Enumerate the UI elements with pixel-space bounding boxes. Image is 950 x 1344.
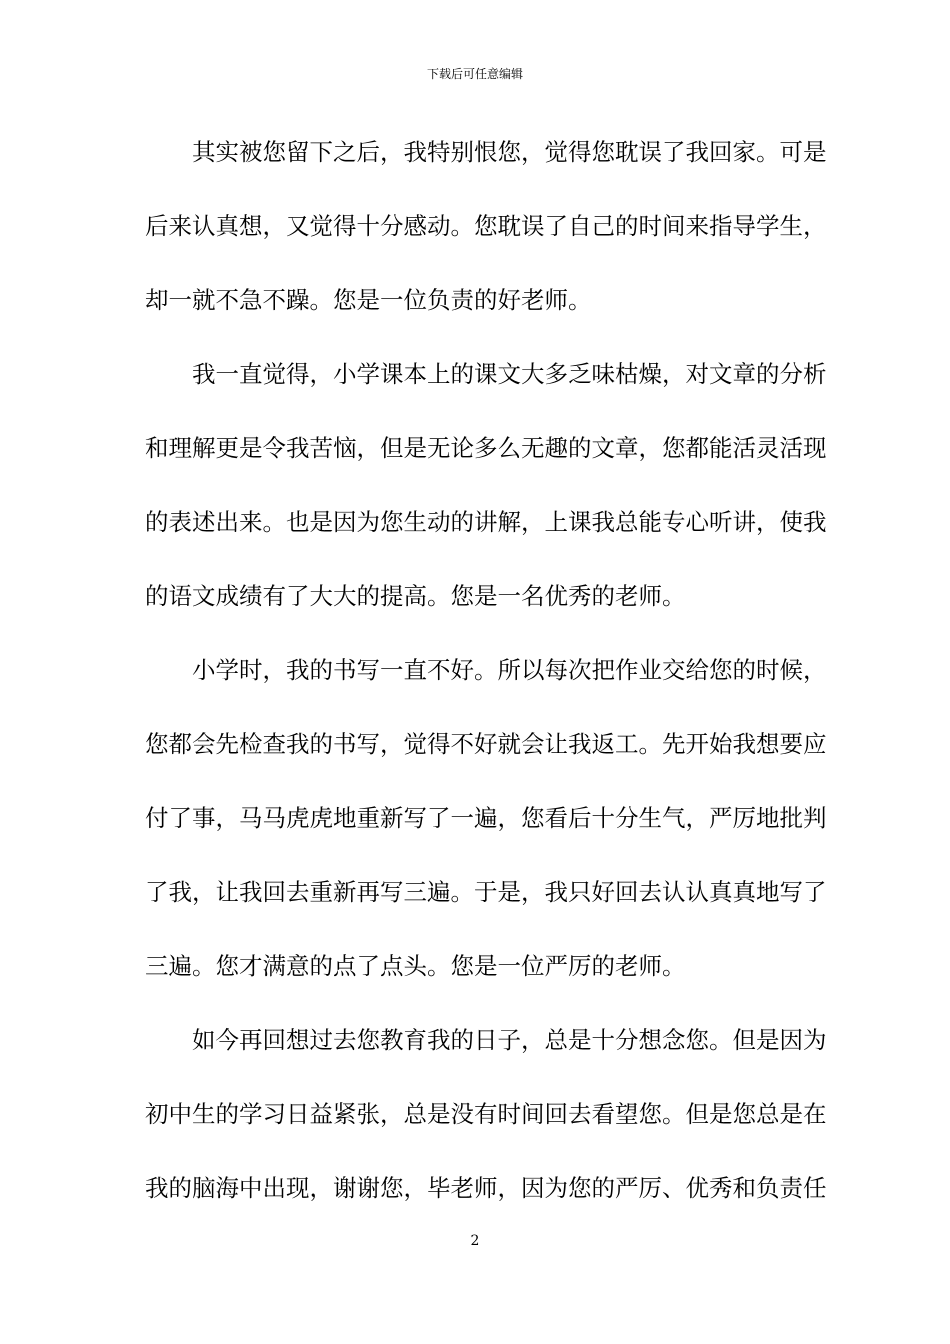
- paragraph-4-line-1: 如今再回想过去您教育我的日子，总是十分想念您。但是因为: [192, 1026, 827, 1054]
- paragraph-2-line-4: 的语文成绩有了大大的提高。您是一名优秀的老师。: [145, 582, 686, 610]
- paragraph-2-line-2: 和理解更是令我苦恼，但是无论多么无趣的文章，您都能活灵活现: [145, 434, 827, 462]
- paragraph-4-line-3: 我的脑海中出现，谢谢您，毕老师，因为您的严厉、优秀和负责任: [145, 1174, 827, 1202]
- paragraph-3-line-2: 您都会先检查我的书写，觉得不好就会让我返工。先开始我想要应: [145, 730, 827, 758]
- paragraph-3-line-3: 付了事，马马虎虎地重新写了一遍，您看后十分生气，严厉地批判: [145, 804, 827, 832]
- paragraph-4-line-2: 初中生的学习日益紧张，总是没有时间回去看望您。但是您总是在: [145, 1100, 827, 1128]
- page-header: 下载后可任意编辑: [426, 67, 523, 81]
- paragraph-1-line-2: 后来认真想，又觉得十分感动。您耽误了自己的时间来指导学生，: [145, 212, 827, 240]
- paragraph-1-line-3: 却一就不急不躁。您是一位负责的好老师。: [145, 286, 592, 314]
- paragraph-2-line-3: 的表述出来。也是因为您生动的讲解，上课我总能专心听讲，使我: [145, 508, 827, 536]
- page-number: 2: [470, 1233, 480, 1249]
- paragraph-3-line-4: 了我，让我回去重新再写三遍。于是，我只好回去认认真真地写了: [145, 878, 827, 906]
- paragraph-2-line-1: 我一直觉得，小学课本上的课文大多乏味枯燥，对文章的分析: [192, 360, 827, 388]
- paragraph-3-line-1: 小学时，我的书写一直不好。所以每次把作业交给您的时候，: [192, 656, 827, 684]
- paragraph-1-line-1: 其实被您留下之后，我特别恨您，觉得您耽误了我回家。可是: [192, 138, 827, 166]
- paragraph-3-line-5: 三遍。您才满意的点了点头。您是一位严厉的老师。: [145, 952, 686, 980]
